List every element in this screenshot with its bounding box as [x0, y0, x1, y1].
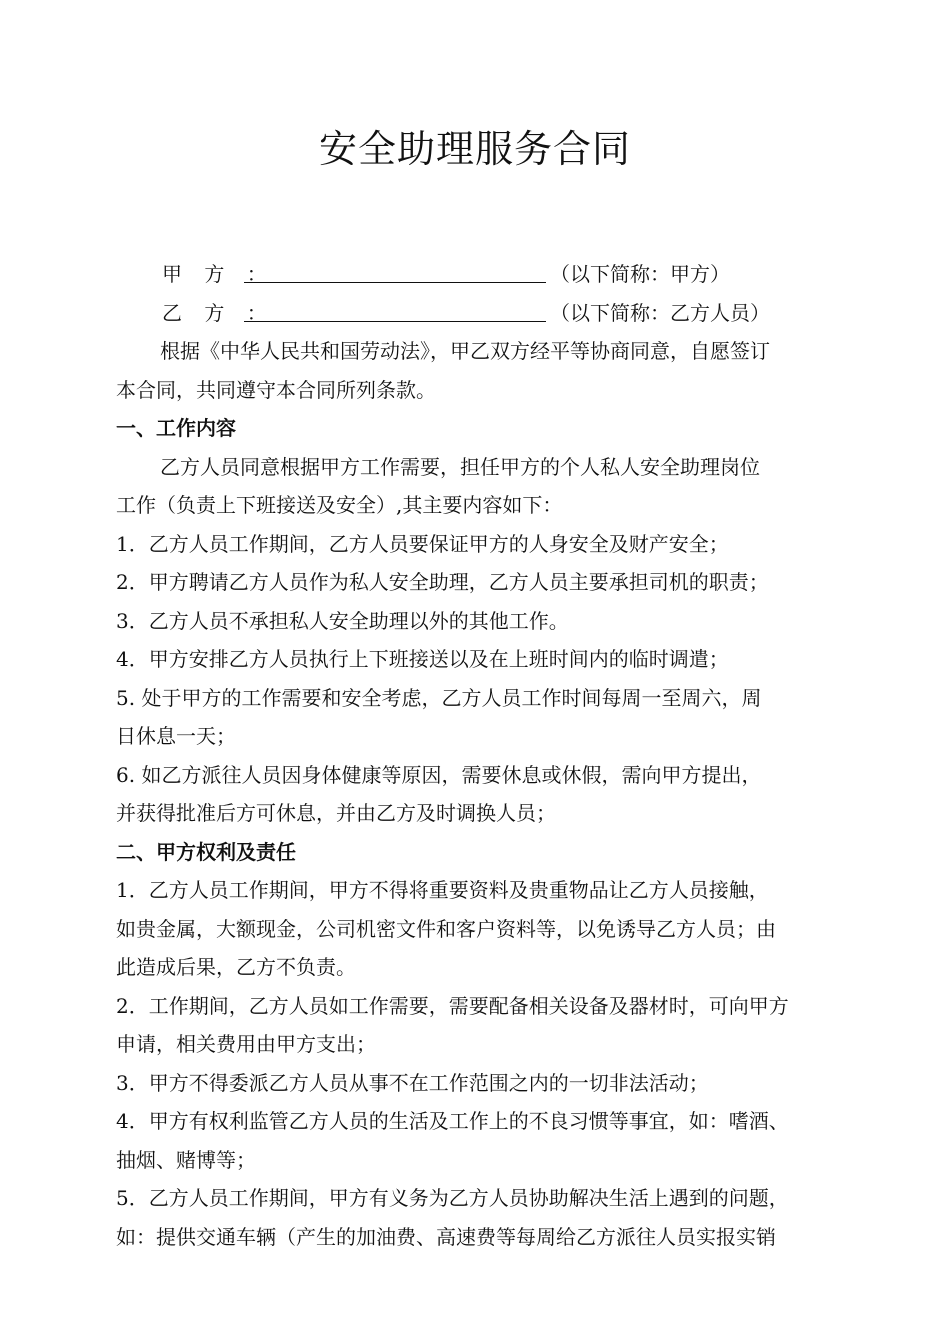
party-a-blank-field[interactable]: [244, 260, 546, 283]
section-2-line: 申请，相关费用由甲方支出；: [116, 1032, 376, 1056]
section-1-line: 3．乙方人员不承担私人安全助理以外的其他工作。: [116, 608, 569, 633]
section-2-line: 2．工作期间，乙方人员如工作需要，需要配备相关设备及器材时，可向甲方: [116, 993, 789, 1018]
section-2-line: 4．甲方有权利监管乙方人员的生活及工作上的不良习惯等事宜，如：嗜酒、: [116, 1109, 789, 1133]
section-1-line: 6. 如乙方派往人员因身体健康等原因，需要休息或休假，需向甲方提出，: [116, 762, 762, 787]
section-1-line: 工作（负责上下班接送及安全）,其主要内容如下：: [116, 493, 563, 517]
section-2-line: 抽烟、赌博等；: [116, 1147, 256, 1172]
section-1-line: 日休息一天；: [116, 724, 236, 748]
party-a-note: （以下简称：甲方）: [550, 262, 730, 286]
section-1-line: 并获得批准后方可休息，并由乙方及时调换人员；: [116, 801, 556, 825]
party-a-row: [116, 255, 838, 294]
section-1-line: 2．甲方聘请乙方人员作为私人安全助理，乙方人员主要承担司机的职责；: [116, 570, 769, 594]
document-title: 安全助理服务合同: [318, 127, 631, 171]
section-1-line: 5. 处于甲方的工作需要和安全考虑，乙方人员工作时间每周一至周六，周: [116, 685, 762, 710]
intro-line-1: 根据《中华人民共和国劳动法》，甲乙双方经平等协商同意，自愿签订: [160, 339, 770, 363]
section-1-heading: 一、工作内容: [116, 416, 236, 440]
party-a-label: 甲 方 ：: [162, 262, 275, 286]
party-b-note: （以下简称：乙方人员）: [550, 300, 770, 325]
party-b-blank-field[interactable]: [244, 299, 546, 322]
section-1-line: 1．乙方人员工作期间，乙方人员要保证甲方的人身安全及财产安全；: [116, 531, 729, 556]
section-2-line: 如贵金属，大额现金，公司机密文件和客户资料等，以免诱导乙方人员；由: [116, 916, 776, 941]
section-2-heading: 二、甲方权利及责任: [116, 839, 296, 864]
section-2-line: 如：提供交通车辆（产生的加油费、高速费等每周给乙方派往人员实报实销: [116, 1224, 776, 1249]
section-1-line: 4．甲方安排乙方人员执行上下班接送以及在上班时间内的临时调遣；: [116, 647, 729, 671]
section-2-line: 5．乙方人员工作期间，甲方有义务为乙方人员协助解决生活上遇到的问题，: [116, 1186, 789, 1210]
party-b-label: 乙 方 ：: [162, 300, 275, 325]
section-2-line: 1．乙方人员工作期间，甲方不得将重要资料及贵重物品让乙方人员接触，: [116, 878, 769, 902]
contract-body: [116, 255, 838, 1256]
intro-line-2: 本合同，共同遵守本合同所列条款。: [116, 377, 436, 402]
section-1-line: 乙方人员同意根据甲方工作需要，担任甲方的个人私人安全助理岗位: [160, 454, 760, 479]
party-b-row: [116, 294, 838, 333]
section-2-line: 此造成后果，乙方不负责。: [116, 955, 356, 979]
section-2-line: 3．甲方不得委派乙方人员从事不在工作范围之内的一切非法活动；: [116, 1070, 709, 1095]
